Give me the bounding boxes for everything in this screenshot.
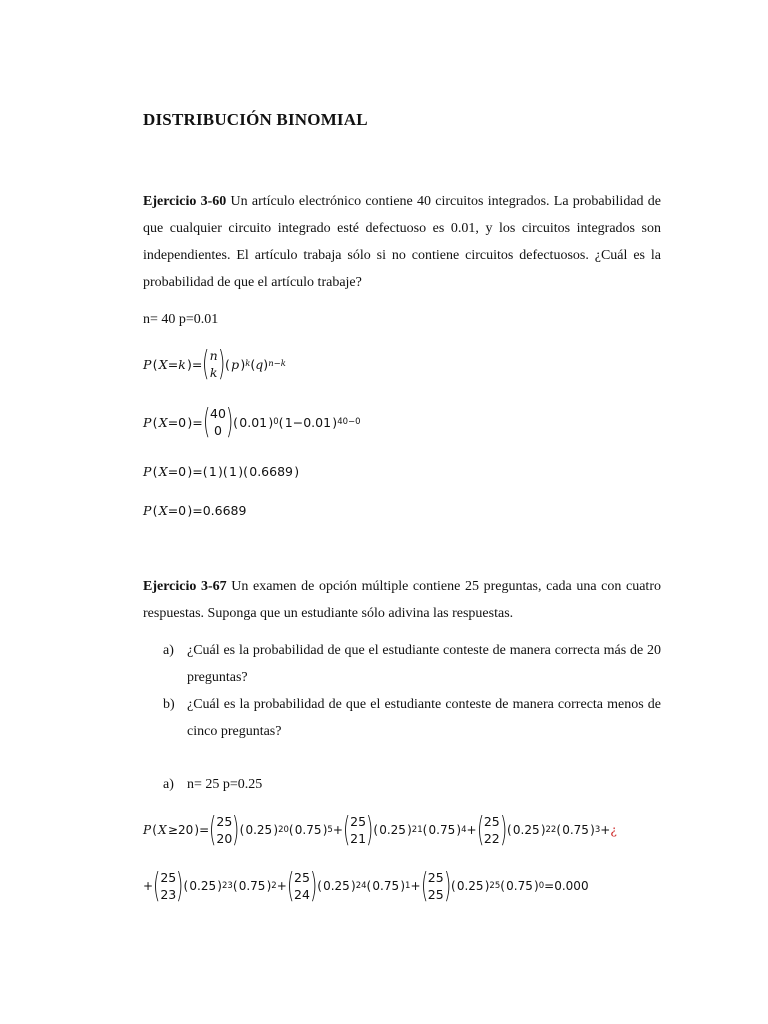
probability-evaluation: P ( X =0 )=( 1 )( 1 )( 0.6689 ) <box>143 464 300 479</box>
exercise-3-67-statement <box>143 573 661 627</box>
binomial-formula: P ( X = k )= ( n k ) ( p ) k ( q ) n−k <box>143 344 286 384</box>
binomial-coefficient: ( n k ) <box>202 344 225 384</box>
sum-equation-line-1: P ( X ≥20 )= ( 25 20 ) ( 0.25 ) 20 ( 0.75 ) 5 + ( 25 21 ) ( 0.25 ) 21 ( 0.75 ) 4 + ( 25 22 ) ( 0.25 ) 22 ( 0.75 ) 3 + ¿ <box>143 810 617 850</box>
exercise-text: Un examen de opción múltiple contiene 25 preguntas, cada una con cuatro respuestas. Suponga que un estudiante sólo adivina las respuestas. <box>143 579 661 621</box>
parameters-line: n= 40 p=0.01 <box>143 312 219 327</box>
exercise-text: Un artículo electrónico contiene 40 circuitos integrados. La probabilidad de que cualquier circuito integrado esté defectuoso es 0.01, y los circuitos integrados son independientes. El artículo trabaja sólo si no contiene circuitos defectuosos. ¿Cuál es la probabilidad de que el artículo trabaje? <box>143 194 661 290</box>
probability-result: P ( X =0 )=0.6689 <box>143 503 247 518</box>
exercise-3-60-statement <box>143 188 661 296</box>
document-title: DISTRIBUCIÓN BINOMIAL <box>143 110 368 129</box>
sum-equation-line-2: + ( 25 23 ) ( 0.25 ) 23 ( 0.75 ) 2 + ( 25 24 ) ( 0.25 ) 24 ( 0.75 ) 1 + ( 25 25 ) ( 0.25 ) 25 ( 0.75 ) 0 = 0.000 <box>143 866 589 906</box>
probability-x-equals-zero: P ( X =0 )= ( 40 0 ) ( 0.01 ) 0 ( 1−0.01 ) 40−0 <box>143 402 361 442</box>
garbled-character: ¿ <box>610 823 617 837</box>
exercise-label: Ejercicio 3-60 <box>143 194 227 209</box>
final-result: 0.000 <box>554 879 589 893</box>
exercise-label: Ejercicio 3-67 <box>143 579 227 594</box>
binomial-coefficient: ( 40 0 ) <box>202 402 234 442</box>
